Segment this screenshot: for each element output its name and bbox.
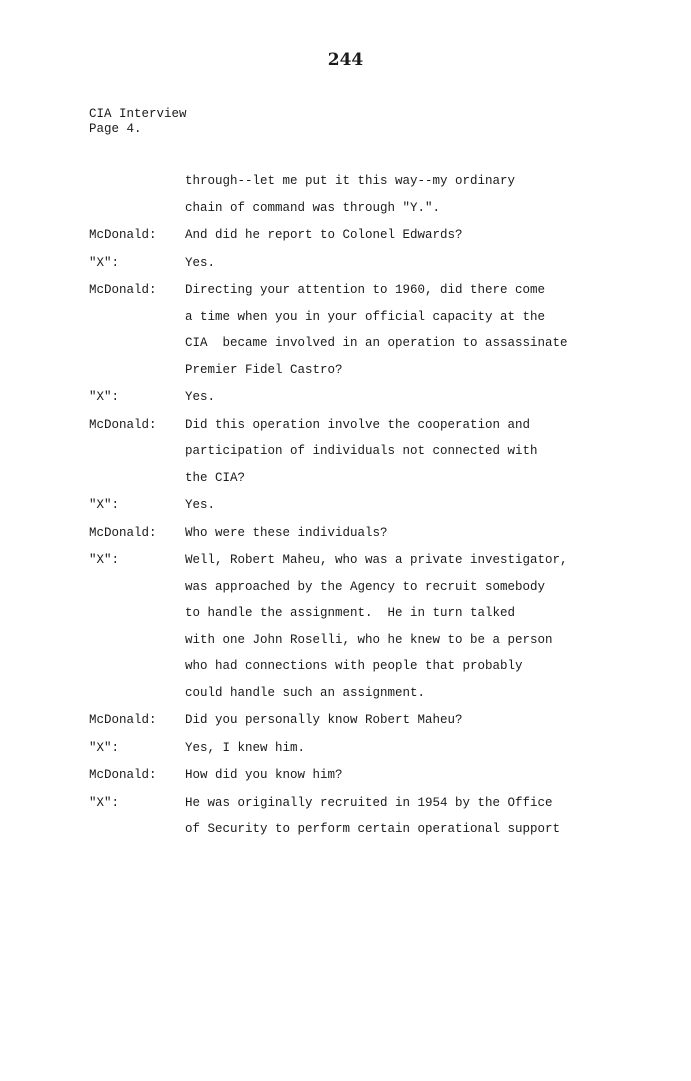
dialogue-row: [89, 735, 649, 762]
speech-line: to handle the assignment. He in turn talked: [185, 606, 516, 620]
speech-line: Yes.: [185, 390, 216, 404]
speech-text: [185, 735, 649, 762]
speech-line: through--let me put it this way--my ordinary: [185, 174, 516, 188]
dialogue-row: [89, 520, 649, 547]
dialogue-row: [89, 222, 649, 249]
page-label: Page 4.: [89, 122, 142, 136]
speech-text: [185, 250, 649, 277]
speech-text: [185, 547, 649, 706]
speech-line: the CIA?: [185, 470, 246, 485]
speech-line: Did you personally know Robert Maheu?: [185, 713, 463, 727]
speech-text: [185, 707, 649, 734]
speaker-label: "X":: [89, 740, 120, 755]
speaker-label: McDonald:: [89, 713, 157, 727]
speaker-label: "X":: [89, 553, 120, 567]
speaker-label: McDonald:: [89, 228, 157, 242]
speech-text: [185, 384, 649, 411]
speech-text: [185, 222, 649, 249]
dialogue-row: [89, 168, 649, 221]
speech-line: How did you know him?: [185, 768, 343, 782]
speech-line: was approached by the Agency to recruit somebody: [185, 579, 546, 594]
speech-text: [185, 492, 649, 519]
speaker-label: McDonald:: [89, 525, 157, 540]
dialogue-row: [89, 412, 649, 492]
dialogue-row: [89, 384, 649, 411]
speech-line: could handle such an assignment.: [185, 685, 426, 700]
speaker-label: McDonald:: [89, 417, 157, 432]
speech-line: Premier Fidel Castro?: [185, 362, 343, 377]
dialogue-row: [89, 277, 649, 383]
speech-line: Well, Robert Maheu, who was a private investigator,: [185, 553, 568, 567]
document-header: [89, 107, 187, 137]
speech-text: [185, 790, 649, 843]
speech-line: And did he report to Colonel Edwards?: [185, 228, 463, 242]
speech-line: Yes.: [185, 498, 216, 512]
speech-text: [185, 412, 649, 492]
speech-text: [185, 520, 649, 547]
speech-line: Directing your attention to 1960, did there come: [185, 283, 546, 297]
speech-line: a time when you in your official capacity at the: [185, 309, 546, 324]
speech-line: with one John Roselli, who he knew to be a person: [185, 632, 553, 647]
speech-text: [185, 168, 649, 221]
dialogue-row: [89, 250, 649, 277]
speaker-label: McDonald:: [89, 283, 157, 297]
document-title: CIA Interview: [89, 107, 187, 121]
speaker-label: "X":: [89, 255, 120, 270]
speech-line: CIA became involved in an operation to assassinate: [185, 336, 568, 350]
speech-text: [185, 762, 649, 789]
dialogue-row: [89, 762, 649, 789]
transcript: [89, 168, 649, 844]
dialogue-row: [89, 790, 649, 843]
speech-line: Yes, I knew him.: [185, 740, 306, 755]
speech-line: Who were these individuals?: [185, 525, 388, 540]
speech-line: participation of individuals not connected with: [185, 444, 538, 458]
speech-line: of Security to perform certain operational support: [185, 822, 561, 836]
speech-line: He was originally recruited in 1954 by the Office: [185, 795, 553, 810]
speech-line: Yes.: [185, 255, 216, 270]
speaker-label: "X":: [89, 795, 120, 810]
page-number: 244: [327, 50, 364, 70]
dialogue-row: [89, 707, 649, 734]
speech-text: [185, 277, 649, 383]
dialogue-row: [89, 492, 649, 519]
speaker-label: "X":: [89, 498, 120, 512]
speech-line: chain of command was through "Y.".: [185, 200, 441, 215]
dialogue-row: [89, 547, 649, 706]
speaker-label: McDonald:: [89, 768, 157, 782]
speaker-label: "X":: [89, 390, 120, 404]
speech-line: who had connections with people that probably: [185, 659, 523, 673]
speech-line: Did this operation involve the cooperation and: [185, 417, 531, 432]
